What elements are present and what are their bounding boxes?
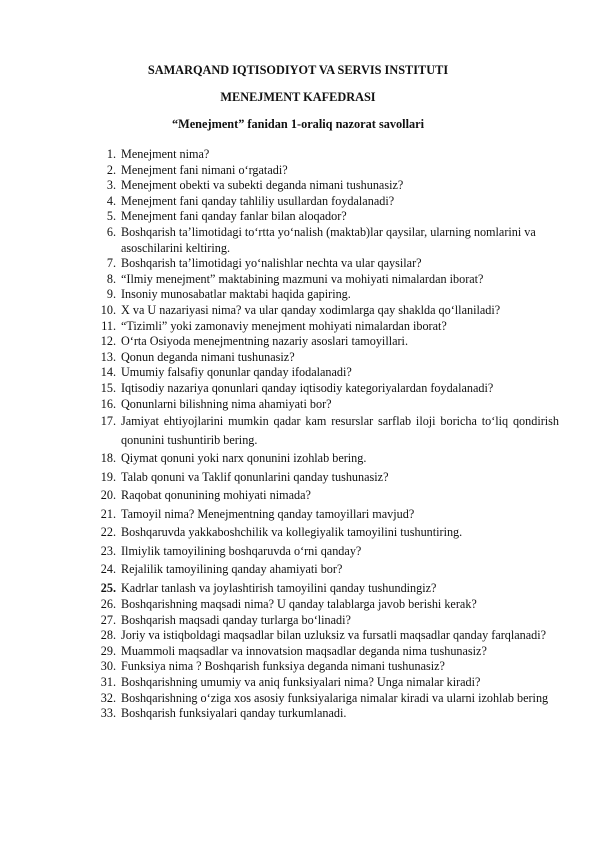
question-text: Jamiyat ehtiyojlarini mumkin qadar kam resurslar sarflab iloji boricha to‘liq qondirish qonunini tushuntirib bering.	[121, 414, 559, 447]
question-text: Menejment fani nimani o‘rgatadi?	[121, 162, 288, 177]
question-item	[100, 468, 559, 487]
institute-title: SAMARQAND IQTISODIYOT VA SERVIS INSTITUTI	[147, 63, 449, 77]
question-item	[100, 612, 559, 629]
question-item	[104, 256, 559, 272]
question-number: 10.	[100, 302, 116, 317]
question-number: 27.	[100, 612, 116, 627]
question-number: 20.	[100, 488, 116, 503]
question-number: 25.	[100, 580, 116, 595]
question-item	[100, 412, 559, 449]
question-item	[104, 147, 559, 163]
question-text: Menejment fani qanday tahliliy usullardan foydalanadi?	[121, 193, 395, 208]
question-item	[100, 643, 559, 660]
question-item	[100, 302, 559, 319]
question-number: 3.	[106, 178, 116, 193]
question-number: 32.	[100, 690, 116, 705]
question-item	[104, 163, 559, 179]
question-item	[100, 560, 559, 579]
question-number: 15.	[100, 380, 116, 395]
question-number: 7.	[106, 256, 116, 271]
question-number: 23.	[100, 543, 116, 558]
question-text: Muammoli maqsadlar va innovatsion maqsadlar deganda nima tushunasiz?	[121, 643, 487, 658]
question-text: Qonunlarni bilishning nima ahamiyati bor?	[121, 396, 332, 411]
question-number: 24.	[100, 562, 116, 577]
question-item	[104, 194, 559, 210]
question-item	[100, 380, 559, 397]
question-text: O‘rta Osiyoda menejmentning nazariy asoslari tamoyillari.	[121, 334, 408, 349]
question-number: 16.	[100, 396, 116, 411]
question-text: Qiymat qonuni yoki narx qonunini izohlab bering.	[121, 451, 367, 466]
question-item	[100, 486, 559, 505]
question-number: 13.	[100, 349, 116, 364]
question-item	[104, 272, 559, 288]
question-item	[100, 597, 559, 613]
question-item	[100, 675, 559, 691]
question-text: Raqobat qonunining mohiyati nimada?	[121, 488, 311, 503]
question-item	[100, 690, 559, 707]
question-number: 12.	[100, 334, 116, 349]
subject-title: “Menejment” fanidan 1-oraliq nazorat savollari	[171, 117, 425, 131]
question-item	[100, 542, 559, 561]
question-item	[100, 449, 559, 468]
question-text: Boshqarish ta’limotidagi yo‘nalishlar nechta va ular qaysilar?	[121, 256, 422, 271]
question-text: Tamoyil nima? Menejmentning qanday tamoyillari mavjud?	[121, 506, 415, 521]
question-text: Menejment obekti va subekti deganda nimani tushunasiz?	[121, 178, 404, 193]
question-number: 5.	[106, 209, 116, 224]
question-number: 19.	[100, 469, 116, 484]
question-item	[100, 659, 559, 675]
question-item	[104, 225, 559, 256]
question-list	[100, 147, 559, 722]
question-text: Rejalilik tamoyilining qanday ahamiyati bor?	[121, 562, 343, 577]
question-item	[101, 318, 559, 335]
question-number: 26.	[100, 597, 116, 612]
question-number: 14.	[100, 365, 116, 380]
department-title: MENEJMENT KAFEDRASI	[220, 90, 376, 104]
question-item	[100, 523, 559, 542]
question-text: Boshqarish maqsadi qanday turlarga bo‘linadi?	[121, 612, 351, 627]
question-item	[104, 287, 559, 303]
question-text: Qonun deganda nimani tushunasiz?	[121, 349, 295, 364]
question-text: Ilmiylik tamoyilining boshqaruvda o‘rni qanday?	[121, 543, 362, 558]
question-item	[100, 628, 559, 644]
question-text: Menejment fani qanday fanlar bilan aloqador?	[121, 209, 347, 224]
question-item	[100, 334, 559, 350]
question-number: 6.	[106, 224, 116, 239]
question-text: Umumiy falsafiy qonunlar qanday ifodalanadi?	[121, 365, 352, 380]
question-text: Boshqarishning maqsadi nima? U qanday talablarga javob berishi kerak?	[121, 597, 477, 612]
question-number: 21.	[100, 506, 116, 521]
question-number: 28.	[100, 628, 116, 643]
question-text: Boshqaruvda yakkaboshchilik va kollegiyalik tamoyilini tushuntiring.	[121, 525, 463, 540]
question-number: 22.	[100, 525, 116, 540]
question-item	[104, 209, 559, 225]
question-number: 33.	[100, 706, 116, 721]
question-number: 31.	[100, 675, 116, 690]
question-item	[104, 178, 559, 194]
question-item	[100, 365, 559, 381]
question-number: 30.	[100, 659, 116, 674]
question-item	[100, 505, 559, 524]
question-text: Menejment nima?	[121, 147, 210, 161]
question-text: Iqtisodiy nazariya qonunlari qanday iqtisodiy kategoriyalardan foydalanadi?	[121, 380, 494, 395]
question-item	[100, 579, 559, 598]
question-item	[100, 349, 559, 366]
question-item	[100, 396, 559, 413]
question-number: 8.	[106, 271, 116, 286]
question-text: Boshqarishning o‘ziga xos asosiy funksiyalariga nimalar kiradi va ularni izohlab bering	[121, 690, 549, 705]
question-number: 18.	[100, 451, 116, 466]
question-number: 9.	[106, 287, 116, 302]
question-text: Boshqarishning umumiy va aniq funksiyalari nima? Unga nimalar kiradi?	[121, 675, 481, 690]
question-text: Insoniy munosabatlar maktabi haqida gapiring.	[121, 287, 351, 302]
question-number: 17.	[100, 414, 116, 429]
question-number: 1.	[106, 147, 116, 161]
question-item	[100, 706, 559, 722]
question-text: Boshqarish ta’limotidagi to‘rtta yo‘nalish (maktab)lar qaysilar, ularning nomlarini va asoschilarini keltiring.	[121, 224, 536, 255]
question-text: X va U nazariyasi nima? va ular qanday xodimlarga qay shaklda qo‘llaniladi?	[121, 302, 501, 317]
question-text: “Tizimli” yoki zamonaviy menejment mohiyati nimalardan iborat?	[121, 318, 447, 333]
question-number: 11.	[101, 318, 116, 333]
question-number: 4.	[106, 193, 116, 208]
question-text: Boshqarish funksiyalari qanday turkumlanadi.	[121, 706, 347, 721]
question-text: Talab qonuni va Taklif qonunlarini qanday tushunasiz?	[121, 469, 389, 484]
question-text: “Ilmiy menejment” maktabining mazmuni va mohiyati nimalardan iborat?	[121, 271, 484, 286]
question-number: 29.	[100, 643, 116, 658]
question-text: Joriy va istiqboldagi maqsadlar bilan uzluksiz va fursatli maqsadlar qanday farqlanadi?	[121, 628, 547, 643]
question-number: 2.	[106, 162, 116, 177]
question-text: Kadrlar tanlash va joylashtirish tamoyilini qanday tushundingiz?	[121, 580, 437, 595]
question-text: Funksiya nima ? Boshqarish funksiya deganda nimani tushunasiz?	[121, 659, 445, 674]
